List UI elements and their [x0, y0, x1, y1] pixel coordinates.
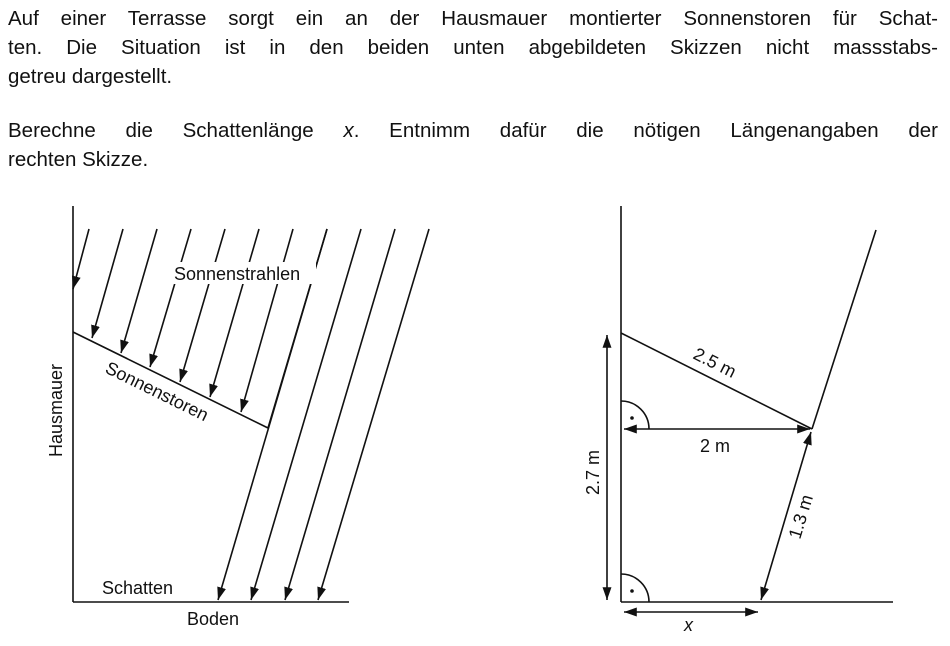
task-line-1-post: . Entnimm dafür die nötigen Längenangaben der: [353, 119, 939, 142]
awning-line: [73, 332, 268, 428]
intro-line-3: getreu dargestellt.: [8, 65, 173, 88]
sun-ray: [73, 229, 89, 289]
label-2-7-m: 2.7 m: [583, 449, 603, 495]
sun-ray: [92, 229, 123, 338]
right-angle-arc-bottom: [621, 574, 649, 602]
label-sonnenstoren: Sonnenstoren: [102, 357, 212, 426]
intro-line-1: Auf einer Terrasse sorgt ein an der Hausmauer montierter Sonnenstoren für Schat-: [8, 7, 938, 30]
label-2-m: 2 m: [700, 436, 731, 456]
awning-hypotenuse: [621, 333, 812, 429]
intro-line-2: ten. Die Situation ist in den beiden unten abgebildeten Skizzen nicht massstabs-: [8, 36, 938, 59]
sun-ray: [218, 229, 327, 600]
label-2-5-m: 2.5 m: [690, 343, 740, 382]
sun-ray: [285, 229, 395, 600]
sun-ray: [241, 229, 293, 412]
label-boden: Boden: [187, 609, 240, 629]
right-angle-dot-bottom: [630, 589, 634, 593]
task-line-1-pre: Berechne die Schattenlänge: [8, 119, 344, 142]
label-hausmauer: Hausmauer: [46, 363, 66, 457]
label-x: x: [684, 615, 693, 635]
right-angle-arc-top: [621, 401, 649, 429]
sun-ray: [180, 229, 225, 382]
sun-ray: [318, 229, 429, 600]
sun-ray: [150, 229, 191, 367]
label-1-3-m: 1.3 m: [784, 492, 817, 542]
task-variable-x: x: [343, 119, 354, 142]
label-schatten: Schatten: [102, 578, 174, 598]
task-line-2: rechten Skizze.: [8, 148, 149, 171]
sun-ray: [251, 229, 361, 600]
right-sketch: [607, 206, 893, 612]
right-angle-dot-top: [630, 416, 634, 420]
sun-ray: [121, 229, 157, 353]
label-sonnenstrahlen: Sonnenstrahlen: [174, 264, 301, 284]
incoming-ray: [812, 230, 876, 429]
